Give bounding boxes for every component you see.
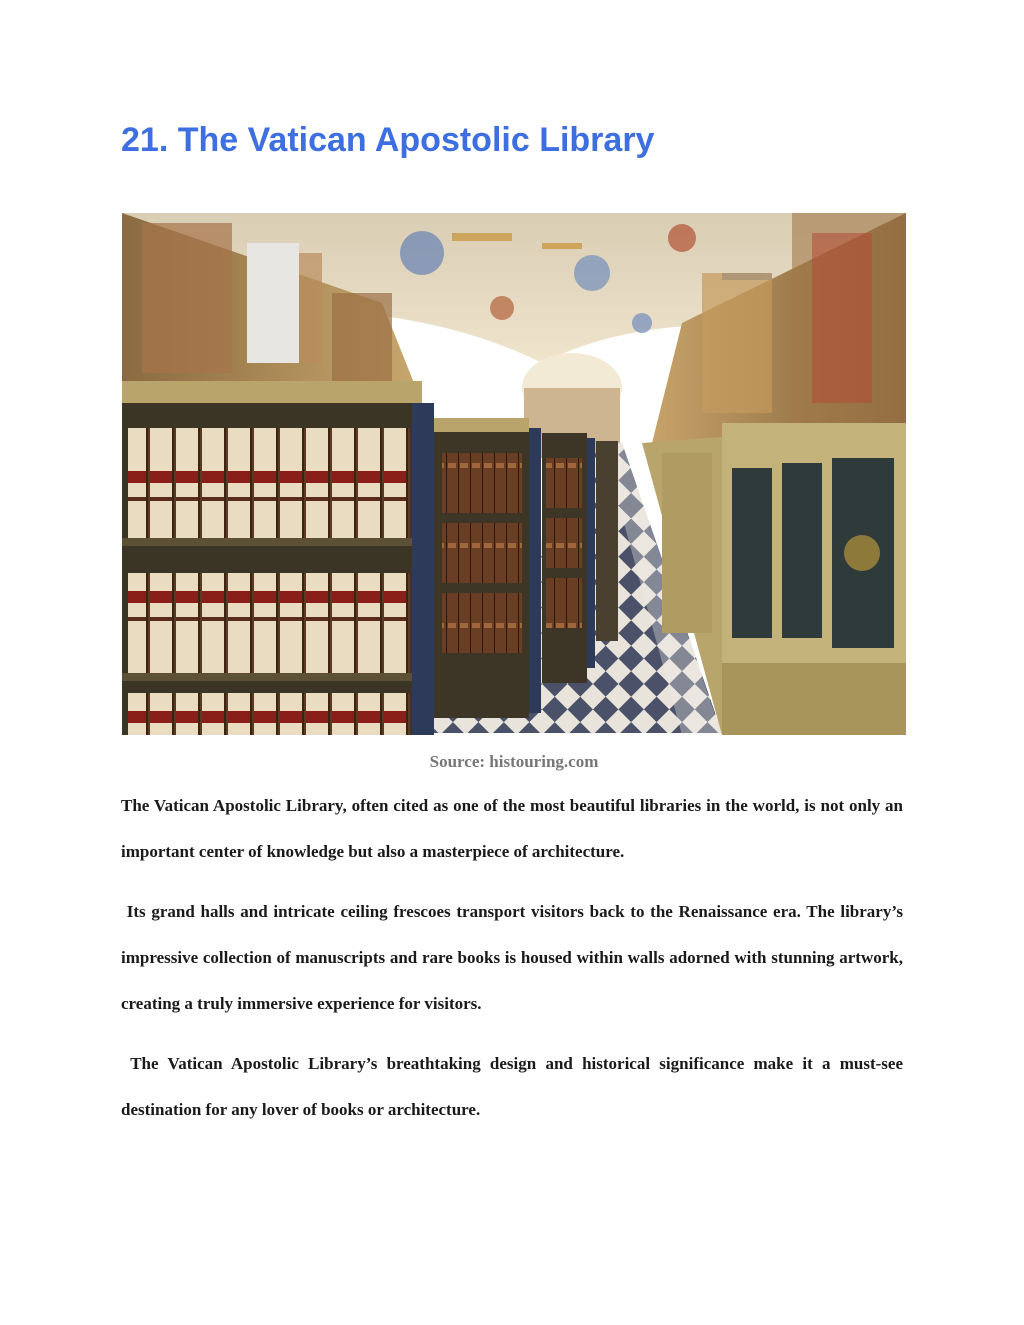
page-title: 21. The Vatican Apostolic Library — [121, 121, 655, 159]
body-paragraph-1: The Vatican Apostolic Library, often cited as one of the most beautiful libraries in the world, is not only an important center of knowledge but also a masterpiece of architecture. — [121, 796, 903, 861]
library-photo — [122, 213, 906, 735]
body-paragraph-3: The Vatican Apostolic Library’s breathtaking design and historical significance make it a must-see destination for any lover of books or architecture. — [121, 1054, 903, 1119]
body-paragraph-2: Its grand halls and intricate ceiling frescoes transport visitors back to the Renaissance era. The library’s impressive collection of manuscripts and rare books is housed within walls adorned with stunning artwork, creating a truly immersive experience for visitors. — [121, 902, 903, 1013]
image-source-caption: Source: histouring.com — [429, 752, 599, 771]
